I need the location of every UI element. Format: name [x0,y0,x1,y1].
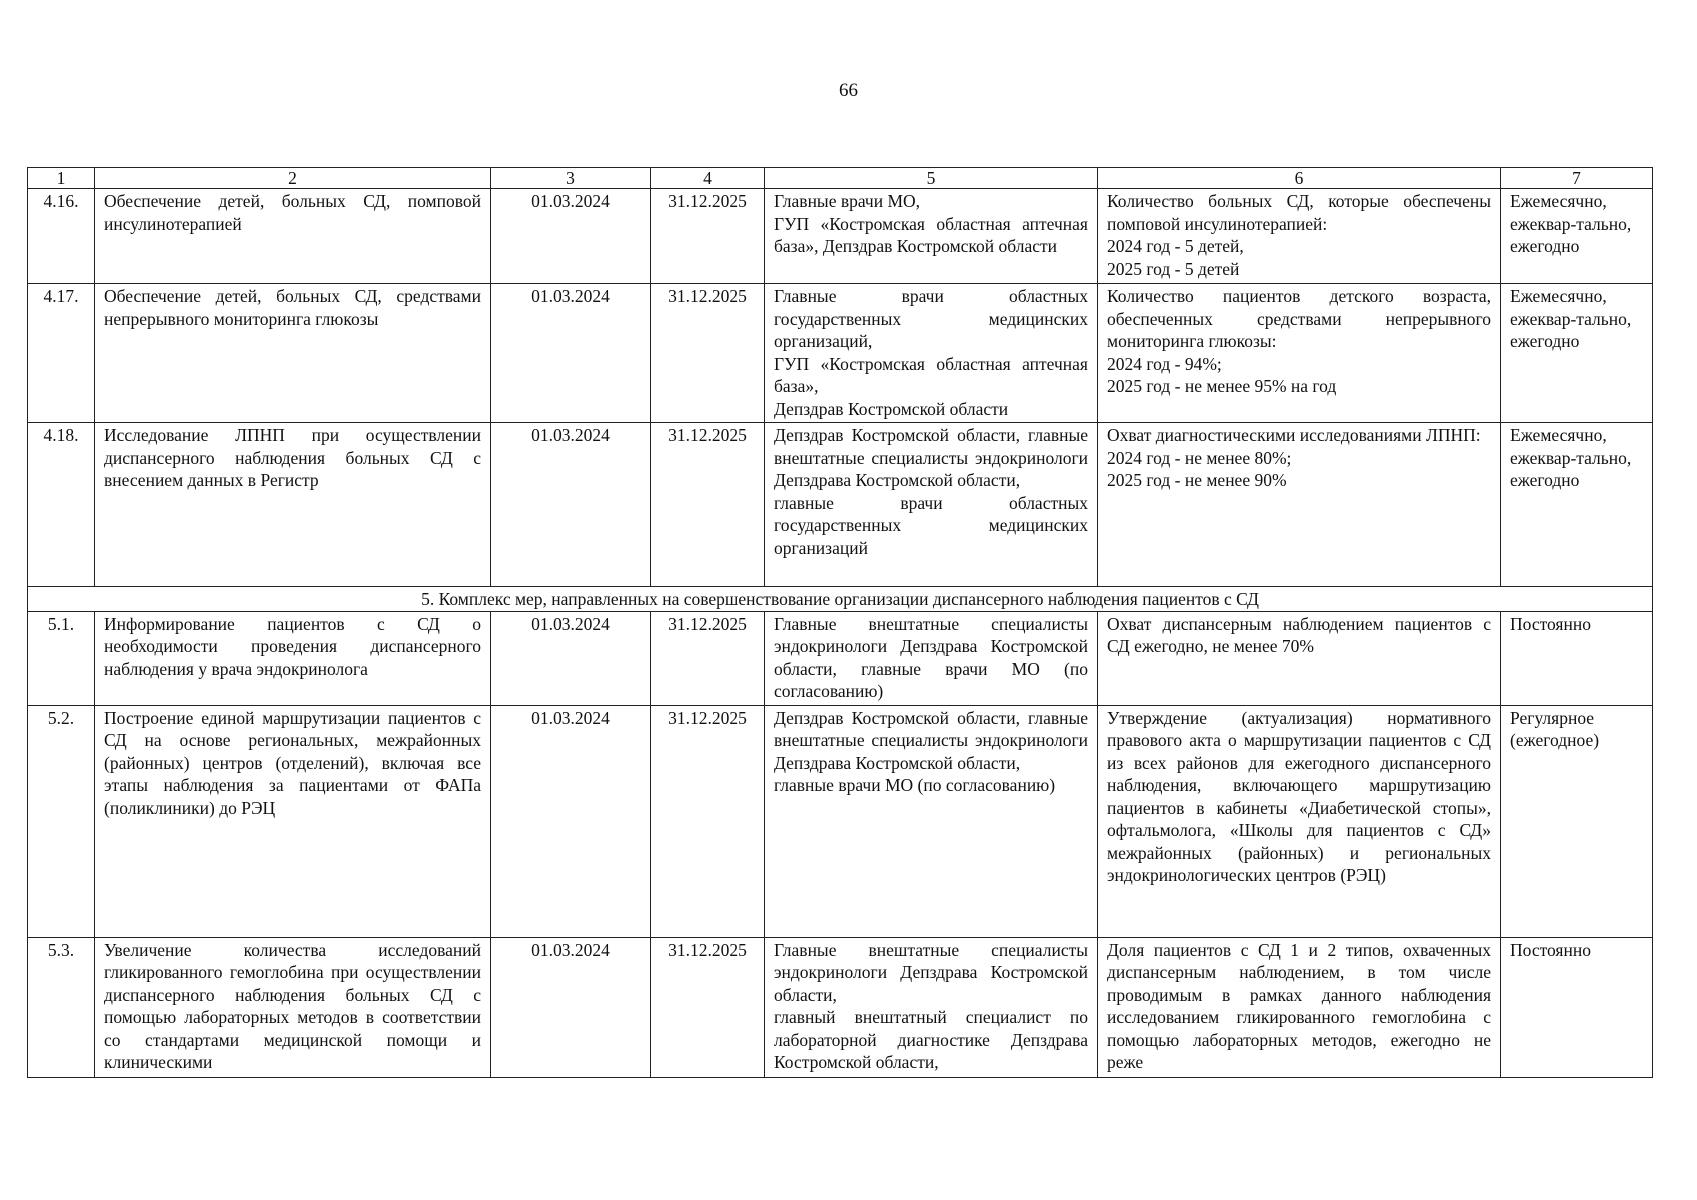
start-date: 01.03.2024 [491,284,651,423]
end-date: 31.12.2025 [651,705,765,937]
frequency-cell: Ежемесячно, ежеквар-тально, ежегодно [1501,284,1653,423]
event-cell: Обеспечение детей, больных СД, средствами непрерывного мониторинга глюкозы [95,284,491,423]
column-number: 4 [651,168,765,189]
event-cell: Обеспечение детей, больных СД, помповой инсулинотерапией [95,189,491,284]
page-number: 66 [839,80,858,101]
frequency-cell: Регулярное (ежегодное) [1501,705,1653,937]
frequency-cell: Постоянно [1501,937,1653,1077]
start-date: 01.03.2024 [491,937,651,1077]
event-cell: Информирование пациентов с СД о необходимости проведения диспансерного наблюдения у врача эндокринолога [95,611,491,705]
start-date: 01.03.2024 [491,423,651,587]
responsible-cell: Главные врачи МО, ГУП «Костромская областная аптечная база», Депздрав Костромской области [765,189,1098,284]
event-cell: Увеличение количества исследований гликированного гемоглобина при осуществлении диспансерного наблюдения больных СД с помощью лабораторных методов в соответствии со стандартами медицинской помощи и клиническими [95,937,491,1077]
end-date: 31.12.2025 [651,284,765,423]
table-row [28,611,1653,705]
responsible-cell: Депздрав Костромской области, главные внештатные специалисты эндокринологи Депздрава Костромской области, главные врачи областных государственных медицинских организаций [765,423,1098,587]
row-number: 4.17. [28,284,95,423]
row-number: 5.2. [28,705,95,937]
start-date: 01.03.2024 [491,189,651,284]
end-date: 31.12.2025 [651,611,765,705]
activity-table [27,167,1653,1078]
column-number: 1 [28,168,95,189]
responsible-cell: Главные врачи областных государственных медицинских организаций, ГУП «Костромская областная аптечная база», Депздрав Костромской области [765,284,1098,423]
end-date: 31.12.2025 [651,937,765,1077]
column-number: 7 [1501,168,1653,189]
end-date: 31.12.2025 [651,189,765,284]
responsible-cell: Главные внештатные специалисты эндокринологи Депздрава Костромской области, главный внештатный специалист по лабораторной диагностике Депздрава Костромской области, [765,937,1098,1077]
section-title: 5. Комплекс мер, направленных на совершенствование организации диспансерного наблюдения пациентов с СД [28,587,1653,612]
responsible-cell: Главные внештатные специалисты эндокринологи Депздрава Костромской области, главные врачи МО (по согласованию) [765,611,1098,705]
responsible-cell: Депздрав Костромской области, главные внештатные специалисты эндокринологи Депздрава Костромской области, главные врачи МО (по согласованию) [765,705,1098,937]
table-row [28,705,1653,937]
table-row [28,423,1653,587]
event-cell: Построение единой маршрутизации пациентов с СД на основе региональных, межрайонных (районных) центров (отделений), включая все этапы наблюдения за пациентами от ФАПа (поликлиники) до РЭЦ [95,705,491,937]
frequency-cell: Ежемесячно, ежеквар-тально, ежегодно [1501,423,1653,587]
column-number: 5 [765,168,1098,189]
row-number: 5.3. [28,937,95,1077]
indicator-cell: Количество больных СД, которые обеспечены помповой инсулинотерапией: 2024 год - 5 детей, 2025 год - 5 детей [1098,189,1501,284]
indicator-cell: Количество пациентов детского возраста, обеспеченных средствами непрерывного мониторинга глюкозы: 2024 год - 94%; 2025 год - не менее 95% на год [1098,284,1501,423]
frequency-cell: Ежемесячно, ежеквар-тально, ежегодно [1501,189,1653,284]
event-cell: Исследование ЛПНП при осуществлении диспансерного наблюдения больных СД с внесением данных в Регистр [95,423,491,587]
indicator-cell: Охват диспансерным наблюдением пациентов с СД ежегодно, не менее 70% [1098,611,1501,705]
row-number: 4.18. [28,423,95,587]
indicator-cell: Охват диагностическими исследованиями ЛПНП: 2024 год - не менее 80%; 2025 год - не менее 90% [1098,423,1501,587]
table-row [28,189,1653,284]
table-row [28,284,1653,423]
indicator-cell: Утверждение (актуализация) нормативного правового акта о маршрутизации пациентов с СД из всех районов для ежегодного диспансерного наблюдения, включающего маршрутизацию пациентов в кабинеты «Диабетической стопы», офтальмолога, «Школы для пациентов с СД» межрайонных (районных) и региональных эндокринологических центров (РЭЦ) [1098,705,1501,937]
column-number: 3 [491,168,651,189]
column-number: 2 [95,168,491,189]
frequency-cell: Постоянно [1501,611,1653,705]
row-number: 5.1. [28,611,95,705]
start-date: 01.03.2024 [491,705,651,937]
column-number-row [28,168,1653,189]
end-date: 31.12.2025 [651,423,765,587]
column-number: 6 [1098,168,1501,189]
row-number: 4.16. [28,189,95,284]
indicator-cell: Доля пациентов с СД 1 и 2 типов, охваченных диспансерным наблюдением, в том числе проводимым в рамках данного наблюдения исследованием гликированного гемоглобина с помощью лабораторных методов, ежегодно не реже [1098,937,1501,1077]
start-date: 01.03.2024 [491,611,651,705]
table-row [28,937,1653,1077]
section-heading-row [28,587,1653,612]
